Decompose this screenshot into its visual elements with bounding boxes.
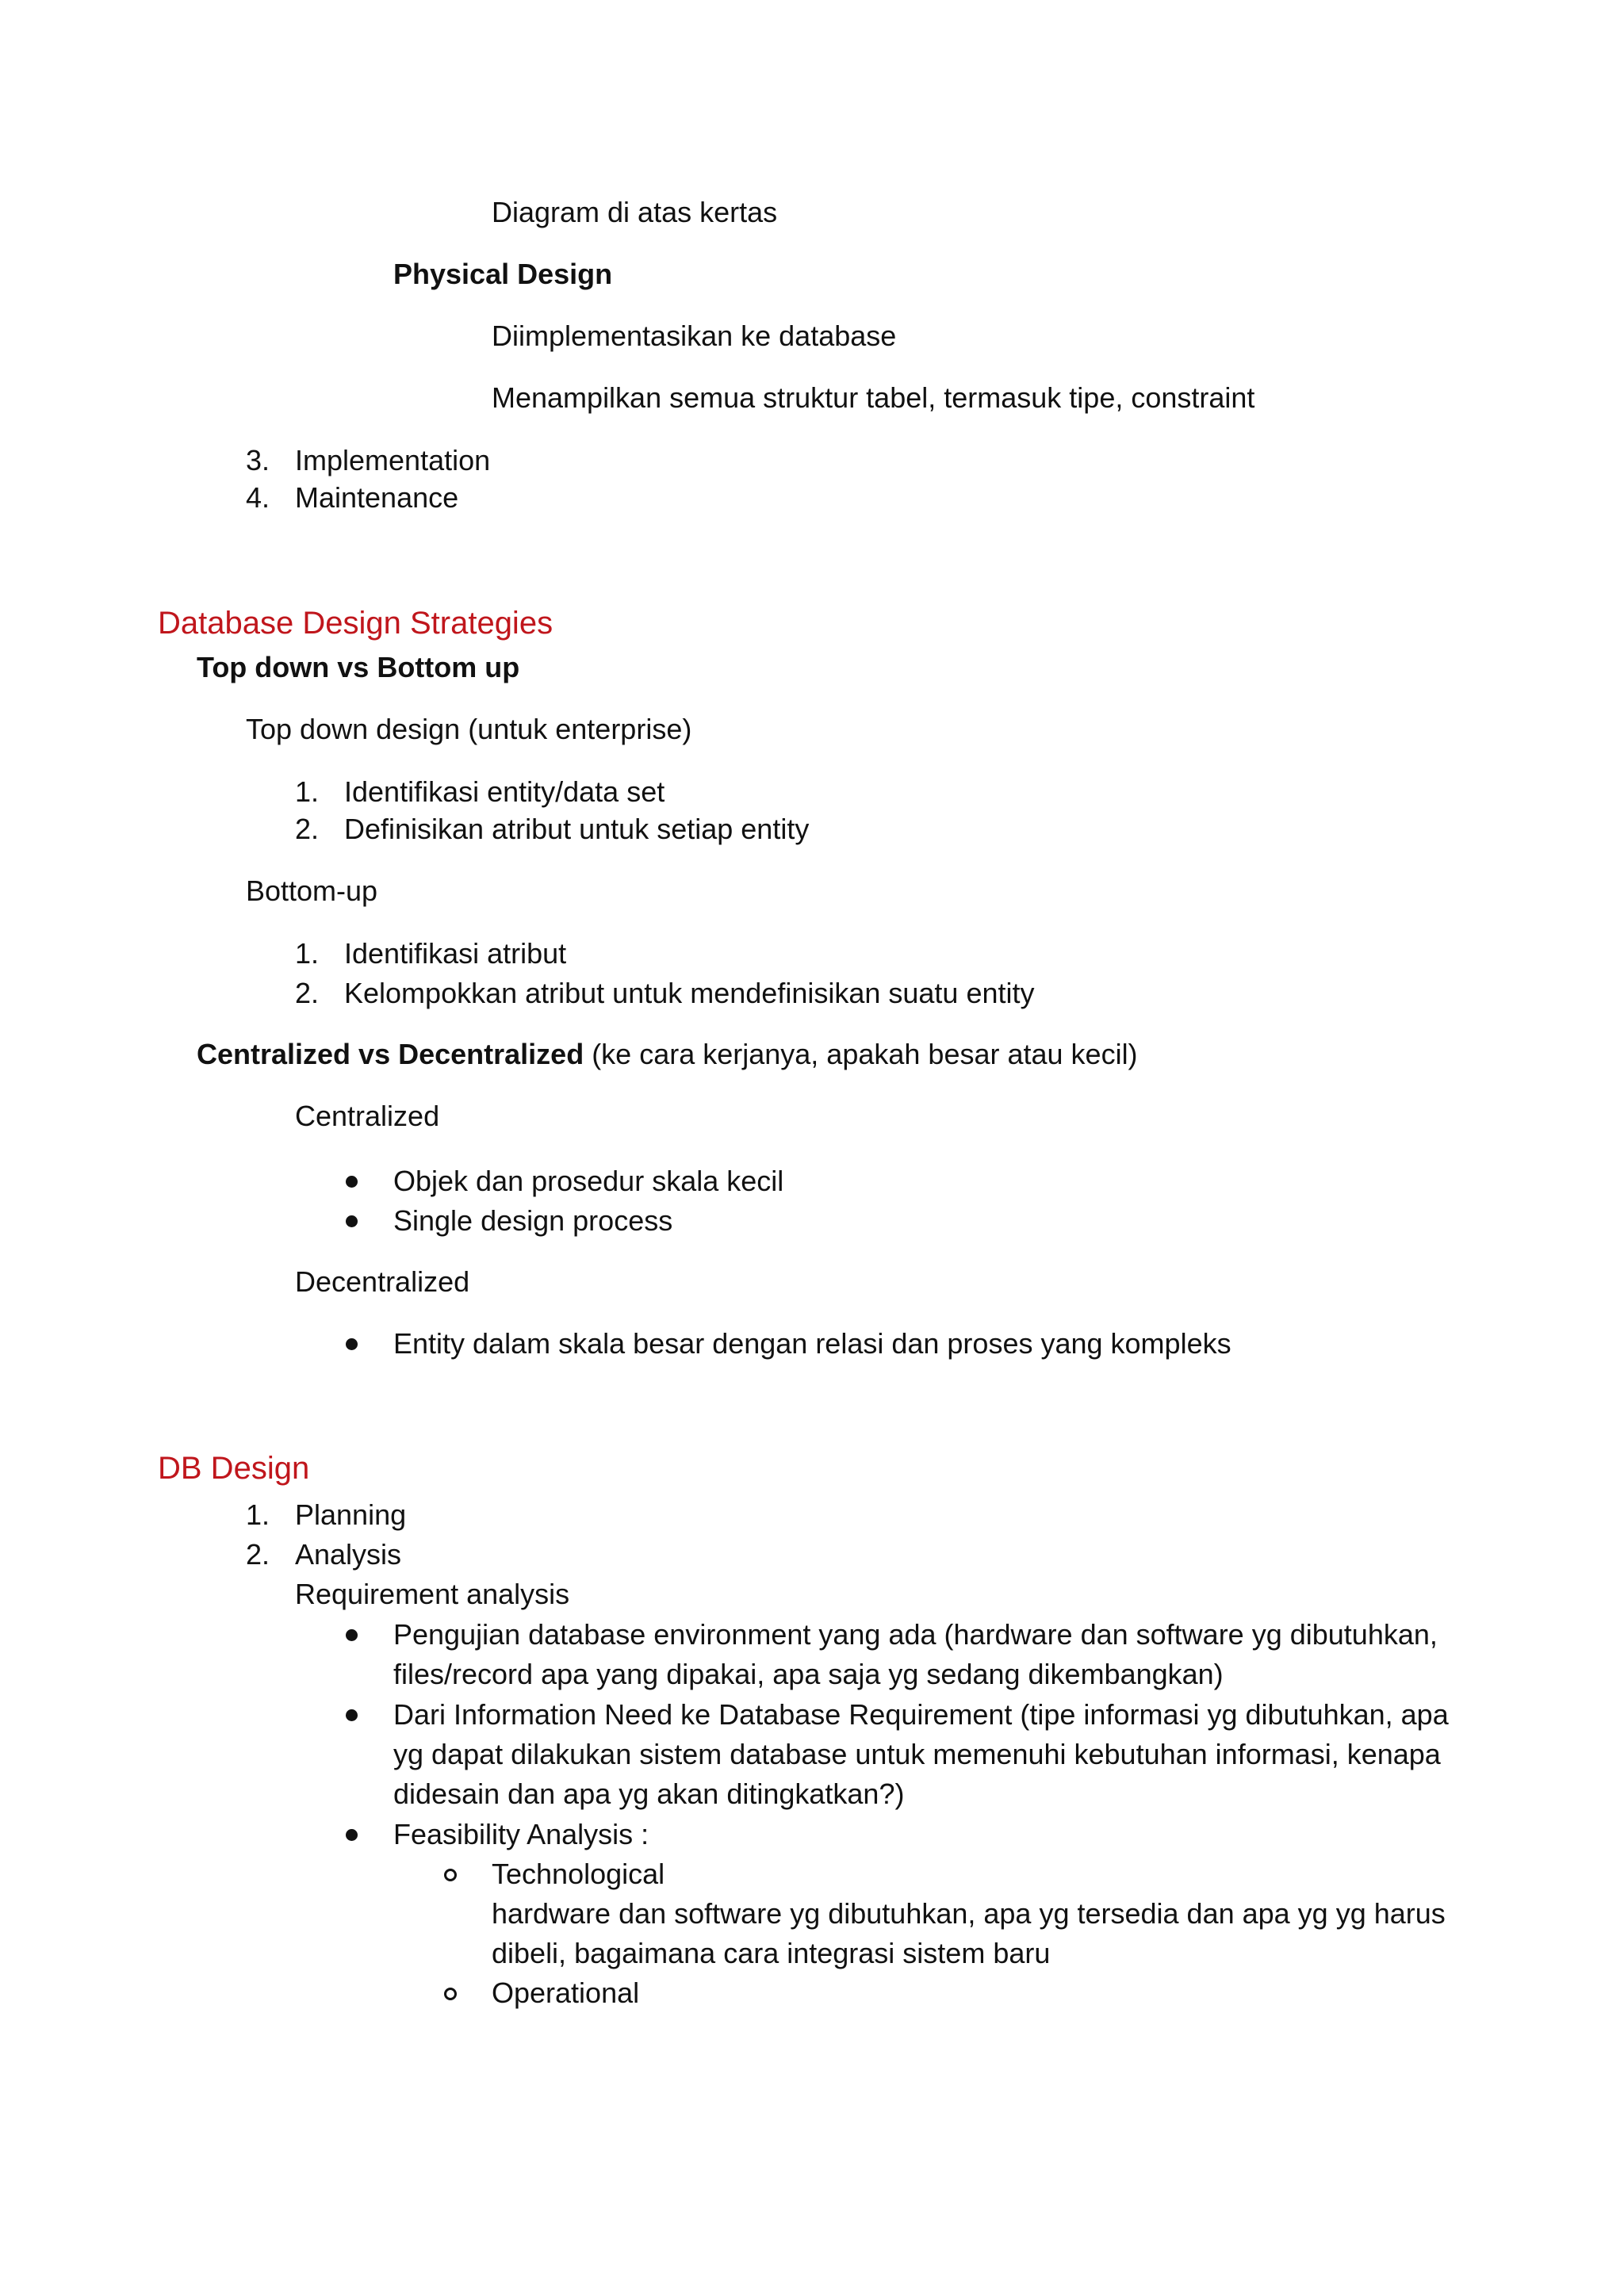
physical-design-title: Physical Design <box>393 258 613 290</box>
section-heading-db-design: DB Design <box>158 1451 310 1486</box>
bullet-icon <box>346 1829 358 1841</box>
feasibility-technological: Technological <box>492 1858 665 1890</box>
bullet-icon <box>346 1629 358 1641</box>
physical-design-item: Diimplementasikan ke database <box>492 320 897 352</box>
top-down-label: Top down design (untuk enterprise) <box>246 713 692 745</box>
list-number: 4. <box>246 481 270 514</box>
feasibility-desc-line: dibeli, bagaimana cara integrasi sistem baru <box>492 1937 1051 1969</box>
feasibility-desc-line: hardware dan software yg dibutuhkan, apa yg tersedia dan apa yg yg harus <box>492 1897 1446 1930</box>
requirement-bullet-line: Dari Information Need ke Database Requirement (tipe informasi yg dibutuhkan, apa <box>393 1698 1449 1731</box>
db-design-step-planning: Planning <box>295 1498 407 1531</box>
feasibility-operational: Operational <box>492 1976 640 2009</box>
top-down-step: Definisikan atribut untuk setiap entity <box>344 813 810 845</box>
centralized-vs-decentralized-note: (ke cara kerjanya, apakah besar atau kecil) <box>584 1038 1138 1070</box>
requirement-bullet-line: Pengujian database environment yang ada (hardware dan software yg dibutuhkan, <box>393 1618 1438 1651</box>
list-number: 2. <box>295 813 320 845</box>
subheading-top-down-vs-bottom-up: Top down vs Bottom up <box>197 651 520 683</box>
decentralized-bullet: Entity dalam skala besar dengan relasi dan proses yang kompleks <box>393 1327 1231 1360</box>
list-number: 3. <box>246 444 270 476</box>
top-down-step: Identifikasi entity/data set <box>344 775 665 808</box>
requirement-bullet-line: yg dapat dilakukan sistem database untuk memenuhi kebutuhan informasi, kenapa <box>393 1738 1441 1770</box>
centralized-label: Centralized <box>295 1100 440 1132</box>
requirement-bullet-line: didesain dan apa yg akan ditingkatkan?) <box>393 1777 905 1810</box>
section-heading-strategies: Database Design Strategies <box>158 606 553 641</box>
bullet-icon <box>346 1176 358 1188</box>
circle-bullet-icon <box>444 1869 457 1881</box>
circle-bullet-icon <box>444 1988 457 2000</box>
subheading-centralized-vs-decentralized <box>197 1035 1138 1073</box>
centralized-bullet: Objek dan prosedur skala kecil <box>393 1165 784 1197</box>
requirement-analysis-label: Requirement analysis <box>295 1578 570 1610</box>
bullet-icon <box>346 1338 358 1350</box>
lifecycle-item-maintenance: Maintenance <box>295 481 459 514</box>
requirement-bullet-line: Feasibility Analysis : <box>393 1818 649 1850</box>
list-number: 1. <box>295 775 320 808</box>
list-number: 1. <box>246 1498 270 1531</box>
bottom-up-step: Identifikasi atribut <box>344 937 567 970</box>
diagram-note: Diagram di atas kertas <box>492 196 778 228</box>
db-design-step-analysis: Analysis <box>295 1538 402 1571</box>
centralized-vs-decentralized-title: Centralized vs Decentralized <box>197 1038 584 1070</box>
requirement-bullet-line: files/record apa yang dipakai, apa saja yg sedang dikembangkan) <box>393 1658 1224 1690</box>
list-number: 1. <box>295 937 320 970</box>
bottom-up-step: Kelompokkan atribut untuk mendefinisikan suatu entity <box>344 977 1035 1009</box>
bullet-icon <box>346 1709 358 1721</box>
list-number: 2. <box>246 1538 270 1571</box>
lifecycle-item-implementation: Implementation <box>295 444 491 476</box>
physical-design-item: Menampilkan semua struktur tabel, termasuk tipe, constraint <box>492 381 1255 414</box>
decentralized-label: Decentralized <box>295 1265 470 1298</box>
centralized-bullet: Single design process <box>393 1204 673 1237</box>
list-number: 2. <box>295 977 320 1009</box>
bottom-up-label: Bottom-up <box>246 874 378 907</box>
bullet-icon <box>346 1215 358 1227</box>
